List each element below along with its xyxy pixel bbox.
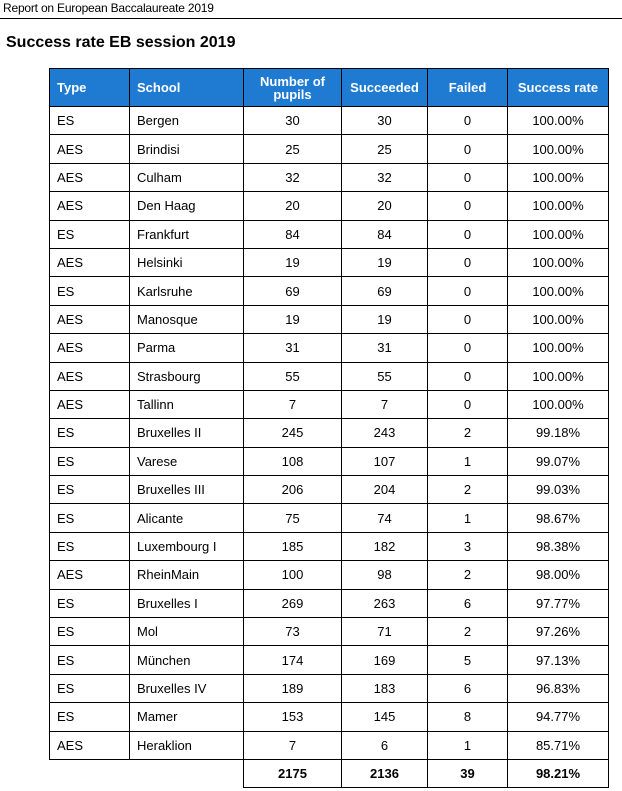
cell-school: Karlsruhe: [130, 277, 244, 305]
cell-succeeded: 107: [342, 447, 428, 475]
header-row: [50, 69, 609, 107]
column-header-type: Type: [50, 69, 130, 107]
cell-succeeded: 145: [342, 703, 428, 731]
cell-succeeded: 182: [342, 532, 428, 560]
cell-school: Culham: [130, 163, 244, 191]
column-header-school: School: [130, 69, 244, 107]
table-row: [50, 618, 609, 646]
cell-pupils: 108: [244, 447, 342, 475]
cell-type: ES: [50, 646, 130, 674]
table-row: [50, 646, 609, 674]
cell-pupils: 269: [244, 589, 342, 617]
cell-failed: 0: [428, 390, 508, 418]
cell-pupils: 189: [244, 674, 342, 702]
cell-pupils: 7: [244, 731, 342, 759]
cell-succeeded: 98: [342, 561, 428, 589]
total-success-rate: 98.21%: [508, 759, 609, 787]
cell-success-rate: 98.38%: [508, 532, 609, 560]
cell-success-rate: 96.83%: [508, 674, 609, 702]
cell-failed: 6: [428, 589, 508, 617]
cell-school: RheinMain: [130, 561, 244, 589]
cell-type: ES: [50, 589, 130, 617]
table-row: [50, 163, 609, 191]
cell-success-rate: 99.03%: [508, 476, 609, 504]
cell-type: ES: [50, 419, 130, 447]
table-row: [50, 220, 609, 248]
cell-school: Luxembourg I: [130, 532, 244, 560]
cell-school: Tallinn: [130, 390, 244, 418]
cell-type: ES: [50, 618, 130, 646]
cell-success-rate: 100.00%: [508, 334, 609, 362]
cell-pupils: 19: [244, 305, 342, 333]
cell-type: ES: [50, 476, 130, 504]
table-row: [50, 305, 609, 333]
cell-failed: 2: [428, 476, 508, 504]
cell-pupils: 19: [244, 248, 342, 276]
table-header: [50, 69, 609, 107]
cell-type: ES: [50, 220, 130, 248]
table-row: [50, 135, 609, 163]
cell-type: ES: [50, 277, 130, 305]
table-row: [50, 476, 609, 504]
cell-succeeded: 263: [342, 589, 428, 617]
cell-failed: 1: [428, 504, 508, 532]
cell-type: AES: [50, 305, 130, 333]
cell-succeeded: 19: [342, 248, 428, 276]
cell-type: ES: [50, 674, 130, 702]
cell-success-rate: 85.71%: [508, 731, 609, 759]
cell-pupils: 7: [244, 390, 342, 418]
column-header-succeeded: Succeeded: [342, 69, 428, 107]
table-row: [50, 248, 609, 276]
column-header-failed: Failed: [428, 69, 508, 107]
cell-success-rate: 100.00%: [508, 220, 609, 248]
cell-failed: 0: [428, 277, 508, 305]
cell-failed: 0: [428, 220, 508, 248]
cell-school: Bruxelles I: [130, 589, 244, 617]
cell-pupils: 185: [244, 532, 342, 560]
table-row: [50, 674, 609, 702]
cell-success-rate: 100.00%: [508, 390, 609, 418]
cell-school: Brindisi: [130, 135, 244, 163]
cell-school: Helsinki: [130, 248, 244, 276]
cell-type: AES: [50, 334, 130, 362]
table-row: [50, 192, 609, 220]
cell-succeeded: 6: [342, 731, 428, 759]
cell-type: AES: [50, 248, 130, 276]
cell-pupils: 20: [244, 192, 342, 220]
table-footer: [50, 759, 609, 787]
cell-succeeded: 84: [342, 220, 428, 248]
cell-failed: 0: [428, 334, 508, 362]
cell-succeeded: 183: [342, 674, 428, 702]
cell-type: ES: [50, 703, 130, 731]
cell-pupils: 75: [244, 504, 342, 532]
table-row: [50, 589, 609, 617]
cell-success-rate: 100.00%: [508, 305, 609, 333]
cell-success-rate: 94.77%: [508, 703, 609, 731]
cell-failed: 1: [428, 447, 508, 475]
totals-empty-cell: [130, 759, 244, 787]
cell-school: Varese: [130, 447, 244, 475]
table-row: [50, 107, 609, 135]
cell-succeeded: 243: [342, 419, 428, 447]
cell-pupils: 25: [244, 135, 342, 163]
cell-failed: 8: [428, 703, 508, 731]
cell-failed: 0: [428, 305, 508, 333]
cell-failed: 0: [428, 362, 508, 390]
cell-type: AES: [50, 135, 130, 163]
cell-type: ES: [50, 532, 130, 560]
cell-school: Bergen: [130, 107, 244, 135]
cell-failed: 0: [428, 107, 508, 135]
cell-success-rate: 97.26%: [508, 618, 609, 646]
table-row: [50, 447, 609, 475]
page-title: Success rate EB session 2019: [6, 34, 236, 51]
cell-failed: 2: [428, 561, 508, 589]
cell-success-rate: 100.00%: [508, 163, 609, 191]
cell-pupils: 69: [244, 277, 342, 305]
total-pupils: 2175: [244, 759, 342, 787]
cell-success-rate: 100.00%: [508, 362, 609, 390]
cell-success-rate: 97.77%: [508, 589, 609, 617]
total-failed: 39: [428, 759, 508, 787]
cell-succeeded: 19: [342, 305, 428, 333]
cell-type: AES: [50, 561, 130, 589]
success-rate-table: [49, 68, 609, 788]
cell-type: ES: [50, 447, 130, 475]
cell-success-rate: 99.18%: [508, 419, 609, 447]
column-header-success-rate: Success rate: [508, 69, 609, 107]
cell-failed: 2: [428, 419, 508, 447]
table-row: [50, 334, 609, 362]
cell-pupils: 30: [244, 107, 342, 135]
cell-succeeded: 169: [342, 646, 428, 674]
table-row: [50, 362, 609, 390]
cell-school: Bruxelles IV: [130, 674, 244, 702]
totals-row: [50, 759, 609, 787]
cell-school: Alicante: [130, 504, 244, 532]
cell-pupils: 206: [244, 476, 342, 504]
cell-type: AES: [50, 192, 130, 220]
cell-pupils: 31: [244, 334, 342, 362]
cell-succeeded: 74: [342, 504, 428, 532]
cell-school: Mamer: [130, 703, 244, 731]
header-divider: [0, 18, 622, 19]
cell-pupils: 84: [244, 220, 342, 248]
cell-type: ES: [50, 107, 130, 135]
cell-succeeded: 30: [342, 107, 428, 135]
cell-failed: 0: [428, 135, 508, 163]
table-row: [50, 532, 609, 560]
cell-succeeded: 25: [342, 135, 428, 163]
table-row: [50, 504, 609, 532]
cell-pupils: 55: [244, 362, 342, 390]
cell-failed: 3: [428, 532, 508, 560]
cell-school: Mol: [130, 618, 244, 646]
cell-school: Bruxelles II: [130, 419, 244, 447]
totals-empty-cell: [50, 759, 130, 787]
table-row: [50, 419, 609, 447]
cell-success-rate: 100.00%: [508, 192, 609, 220]
cell-pupils: 73: [244, 618, 342, 646]
cell-failed: 1: [428, 731, 508, 759]
table-row: [50, 731, 609, 759]
cell-succeeded: 69: [342, 277, 428, 305]
cell-school: Manosque: [130, 305, 244, 333]
table-row: [50, 703, 609, 731]
cell-succeeded: 32: [342, 163, 428, 191]
cell-succeeded: 31: [342, 334, 428, 362]
cell-failed: 0: [428, 248, 508, 276]
cell-succeeded: 20: [342, 192, 428, 220]
cell-school: Frankfurt: [130, 220, 244, 248]
cell-school: Den Haag: [130, 192, 244, 220]
cell-failed: 0: [428, 192, 508, 220]
cell-success-rate: 100.00%: [508, 248, 609, 276]
cell-succeeded: 204: [342, 476, 428, 504]
cell-pupils: 32: [244, 163, 342, 191]
cell-school: München: [130, 646, 244, 674]
column-header-pupils: Number of pupils: [244, 69, 342, 107]
cell-failed: 0: [428, 163, 508, 191]
cell-succeeded: 55: [342, 362, 428, 390]
cell-school: Strasbourg: [130, 362, 244, 390]
cell-failed: 2: [428, 618, 508, 646]
cell-success-rate: 100.00%: [508, 107, 609, 135]
cell-success-rate: 97.13%: [508, 646, 609, 674]
cell-pupils: 100: [244, 561, 342, 589]
cell-pupils: 245: [244, 419, 342, 447]
cell-school: Parma: [130, 334, 244, 362]
cell-success-rate: 100.00%: [508, 135, 609, 163]
cell-pupils: 174: [244, 646, 342, 674]
cell-success-rate: 98.00%: [508, 561, 609, 589]
total-succeeded: 2136: [342, 759, 428, 787]
table-row: [50, 390, 609, 418]
cell-success-rate: 100.00%: [508, 277, 609, 305]
cell-succeeded: 71: [342, 618, 428, 646]
table-body: [50, 107, 609, 760]
cell-success-rate: 98.67%: [508, 504, 609, 532]
table-row: [50, 561, 609, 589]
cell-type: AES: [50, 163, 130, 191]
cell-type: AES: [50, 362, 130, 390]
cell-failed: 6: [428, 674, 508, 702]
cell-success-rate: 99.07%: [508, 447, 609, 475]
cell-failed: 5: [428, 646, 508, 674]
cell-type: ES: [50, 504, 130, 532]
cell-school: Bruxelles III: [130, 476, 244, 504]
cell-school: Heraklion: [130, 731, 244, 759]
report-header: Report on European Baccalaureate 2019: [3, 1, 214, 15]
table-row: [50, 277, 609, 305]
cell-succeeded: 7: [342, 390, 428, 418]
cell-type: AES: [50, 731, 130, 759]
cell-type: AES: [50, 390, 130, 418]
cell-pupils: 153: [244, 703, 342, 731]
